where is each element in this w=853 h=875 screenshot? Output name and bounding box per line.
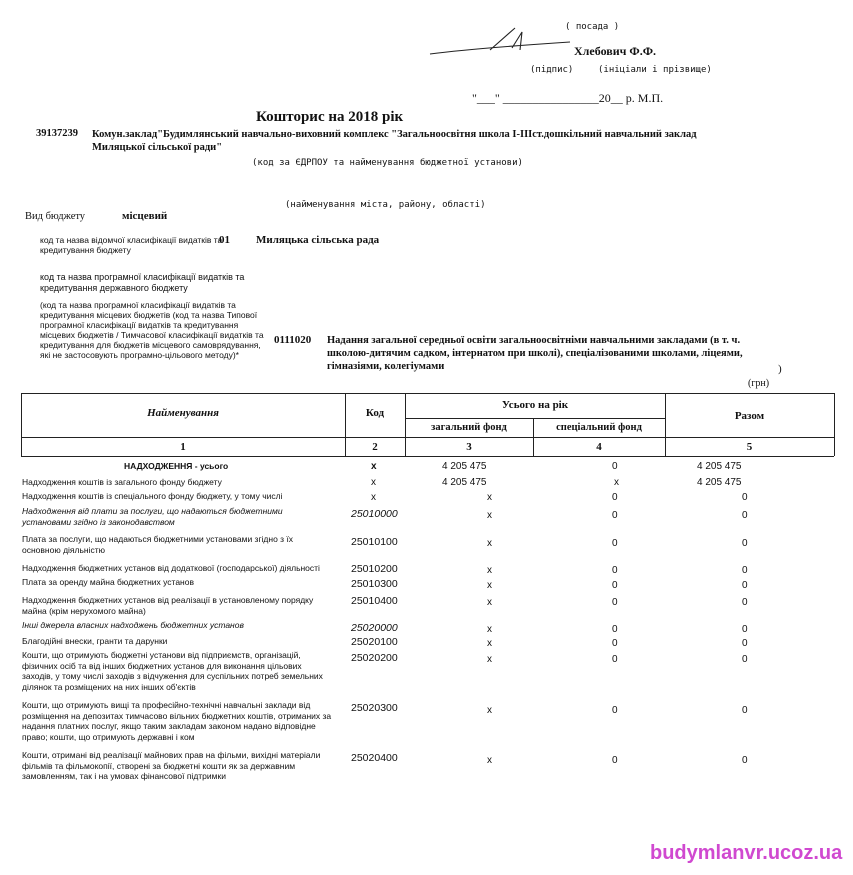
table-row-name: Надходження бюджетних установ від додаткової (господарської) діяльності [22, 563, 320, 573]
institution-name: Комун.заклад"Будимлянський навчально-виховний комплекс "Загальноосвітня школа І-ІІІст.дошкільний навчальний заклад Миляцької сільської ради" [92, 129, 697, 153]
row-code: х [371, 477, 376, 488]
signature-caption: (підпис) [530, 65, 574, 75]
colnum-3: 3 [466, 441, 472, 453]
row-total: 0 [742, 538, 748, 549]
table-border-top [21, 393, 834, 394]
row-total: 0 [742, 580, 748, 591]
row-code: 25010400 [351, 595, 398, 607]
colnum-2: 2 [372, 441, 378, 453]
table-row-name: Надходження бюджетних установ від реалізації в установленому порядку майна (крім нерухомого майна) [22, 595, 314, 616]
row-general-fund: х [487, 705, 492, 716]
row-special-fund: 0 [612, 510, 618, 521]
row-special-fund: 0 [612, 580, 618, 591]
row-total: 0 [742, 597, 748, 608]
date-line: "___" ________________20__ р. М.П. [472, 91, 664, 105]
row-general-fund: х [487, 538, 492, 549]
closing-paren: ) [778, 363, 782, 375]
city-caption: (найменування міста, району, області) [285, 200, 486, 210]
table-row-name: Кошти, що отримують бюджетні установи від підприємств, організацій, фізичних осіб та від інших бюджетних установ для виконання цільових заходів, у тому числі заходів з відчуження для суспільних потреб земельних ділянок та розміщених на них інших об'єктів [22, 650, 323, 692]
row-general-fund: х [487, 565, 492, 576]
row-total: 0 [742, 492, 748, 503]
institution-caption: (код за ЄДРПОУ та найменування бюджетної установи) [252, 158, 523, 168]
table-row-name: Надходження коштів із спеціального фонду бюджету, у тому числі [22, 491, 283, 501]
table-row-name: Кошти, отримані від реалізації майнових прав на фільми, вихідні матеріали фільмів та фільмокопії, створені за бюджетні кошти як за державним замовленням, так і на умовах фінансової підтримки [22, 750, 321, 781]
currency-label: (грн) [748, 378, 770, 389]
signer-name: Хлебович Ф.Ф. [574, 44, 657, 58]
row-code: 25010100 [351, 536, 398, 548]
header-code: Код [365, 407, 385, 419]
row-special-fund: х [614, 477, 619, 488]
colnum-4: 4 [596, 441, 602, 453]
row-general-fund: 4 205 475 [442, 461, 487, 472]
header-sum: Разом [734, 410, 765, 422]
header-general-fund: загальний фонд [431, 422, 507, 433]
row-total: 0 [742, 638, 748, 649]
row-special-fund: 0 [612, 461, 618, 472]
row-total: 0 [742, 565, 748, 576]
subheader-line [405, 418, 665, 419]
row-total: 4 205 475 [697, 461, 742, 472]
colnum-5: 5 [746, 441, 753, 453]
header-special-fund: спеціальний фонд [556, 422, 642, 433]
row-special-fund: 0 [612, 638, 618, 649]
row-special-fund: 0 [612, 654, 618, 665]
row-total: 0 [742, 624, 748, 635]
row-code: 25020200 [351, 652, 398, 664]
table-row-name: Кошти, що отримують вищі та професійно-технічні навчальні заклади від розміщення на депозитах тимчасово вільних бюджетних коштів, отриманих за надання платних послуг, якщо таким закладам законом надано відповідне право; кошти, що отримують державні і ком [22, 700, 332, 742]
row-general-fund: х [487, 597, 492, 608]
local-program-name: Надання загальної середньої освіти загальноосвітніми навчальними закладами (в т. ч. школою-дитячим садком, інтернатом при школі), спеціалізованими школами, ліцеями, гімназіями, колегіумами [327, 335, 743, 372]
row-code: 25020300 [351, 702, 398, 714]
table-border-right [834, 393, 835, 456]
row-total: 0 [742, 705, 748, 716]
row-code: 25020400 [351, 752, 398, 764]
budget-type-label: Вид бюджету [25, 211, 86, 222]
local-program-code: 0111020 [274, 334, 312, 346]
document-title: Кошторис на 2018 рік [256, 109, 404, 125]
row-general-fund: х [487, 580, 492, 591]
row-code: х [371, 461, 377, 472]
row-total: 0 [742, 755, 748, 766]
row-special-fund: 0 [612, 492, 618, 503]
row-code: 25020000 [351, 622, 398, 634]
table-row-name: Інші джерела власних надходжень бюджетних установ [22, 620, 244, 630]
row-code: 25010200 [351, 563, 398, 575]
department-code: 01 [219, 234, 230, 246]
row-special-fund: 0 [612, 597, 618, 608]
department-name: Миляцька сільська рада [256, 234, 380, 246]
initials-caption: (ініціали і прізвище) [598, 65, 712, 75]
local-program-label: (код та назва програмної класифікації видатків та кредитування місцевих бюджетів (код та назва Типової програмної класифікації видатків та кредитування місцевих бюджетів / Тимчасової класифікації видатків та кредитування для бюджетів місцевого самоврядування, які не застосовують програмно-цільового методу)* [40, 300, 264, 360]
table-row-name: Плата за оренду майна бюджетних установ [22, 577, 194, 587]
budget-type-value: місцевий [122, 210, 168, 222]
row-total: 0 [742, 654, 748, 665]
row-total: 0 [742, 510, 748, 521]
row-code: х [371, 492, 376, 503]
position-caption: ( посада ) [565, 22, 620, 32]
header-total-year: Усього на рік [501, 399, 569, 411]
row-code: 25020100 [351, 636, 398, 648]
colnum-1: 1 [180, 441, 186, 453]
row-general-fund: х [487, 755, 492, 766]
row-special-fund: 0 [612, 705, 618, 716]
signature-scribble [420, 20, 590, 60]
edrpou-code: 39137239 [36, 128, 78, 139]
state-program-label: код та назва програмної класифікації видатків та кредитування державного бюджету [40, 272, 245, 293]
row-general-fund: х [487, 492, 492, 503]
row-general-fund: х [487, 624, 492, 635]
header-name: Найменування [147, 407, 219, 419]
row-general-fund: х [487, 638, 492, 649]
row-general-fund: 4 205 475 [442, 477, 487, 488]
department-label: код та назва відомчої класифікації видатків та кредитування бюджету [40, 235, 223, 255]
table-row-name: Надходження коштів із загального фонду бюджету [22, 477, 222, 487]
row-total: 4 205 475 [697, 477, 742, 488]
table-row-name: Плата за послуги, що надаються бюджетними установами згідно з їх основною діяльністю [22, 534, 294, 555]
table-row-name: Благодійні внески, гранти та дарунки [22, 636, 168, 646]
header-bottom-line [21, 437, 834, 438]
table-row-name: НАДХОДЖЕННЯ - усього [124, 461, 229, 471]
row-special-fund: 0 [612, 565, 618, 576]
row-special-fund: 0 [612, 624, 618, 635]
row-special-fund: 0 [612, 538, 618, 549]
site-watermark: budymlanvr.ucoz.ua [650, 842, 843, 864]
colnum-bottom-line [21, 456, 834, 457]
row-code: 25010300 [351, 578, 398, 590]
table-row-name: Надходження від плати за послуги, що надаються бюджетними установами згідно із законодавством [22, 506, 283, 527]
row-special-fund: 0 [612, 755, 618, 766]
row-general-fund: х [487, 654, 492, 665]
row-general-fund: х [487, 510, 492, 521]
row-code: 25010000 [351, 508, 398, 520]
